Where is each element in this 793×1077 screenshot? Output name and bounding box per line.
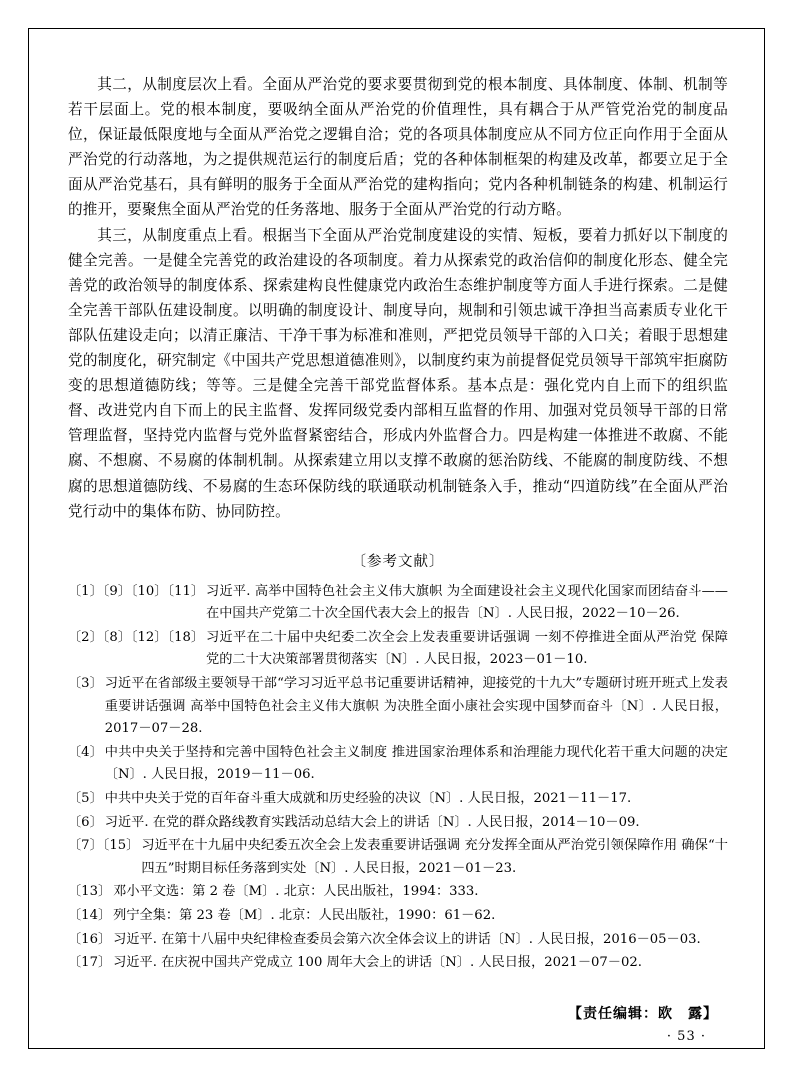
- reference-number: 〔6〕: [68, 814, 103, 830]
- references-heading: 〔参考文献〕: [351, 553, 445, 570]
- reference-text: 习近平. 在庆祝中国共产党成立 100 周年大会上的讲话〔N〕. 人民日报，2021－07－02.: [113, 955, 642, 971]
- reference-number: 〔4〕: [68, 744, 103, 760]
- reference-item: [68, 952, 728, 975]
- reference-number: 〔13〕: [68, 884, 112, 900]
- reference-number: 〔14〕: [68, 908, 112, 923]
- reference-item: [68, 581, 728, 626]
- reference-number: 〔5〕: [68, 791, 103, 807]
- page-content: [68, 72, 728, 1044]
- editor-note: 【责任编辑：欧 露】: [568, 1005, 718, 1022]
- reference-item: [68, 673, 728, 741]
- reference-number: 〔2〕〔8〕〔12〕〔18〕: [68, 629, 205, 645]
- reference-number: 〔7〕〔15〕: [68, 838, 140, 854]
- reference-number: 〔17〕: [68, 955, 112, 971]
- reference-text: 习近平在二十届中央纪委二次全会上发表重要讲话强调 一刻不停推进全面从严治党 保障党的二十大决策部署贯彻落实〔N〕. 人民日报，2023－01－10.: [206, 629, 728, 668]
- reference-item: [68, 835, 728, 880]
- reference-text: 习近平. 在第十八届中央纪律检查委员会第六次全体会议上的讲话〔N〕. 人民日报，2016－05－03.: [113, 931, 701, 947]
- reference-text: 中共中央关于党的百年奋斗重大成就和历史经验的决议〔N〕. 人民日报，2021－11－17.: [104, 791, 632, 807]
- reference-text: 中共中央关于坚持和完善中国特色社会主义制度 推进国家治理体系和治理能力现代化若干重大问题的决定〔N〕. 人民日报，2019－11－06.: [104, 744, 728, 783]
- reference-item: [68, 788, 728, 811]
- reference-item: [68, 742, 728, 787]
- reference-item: [68, 627, 728, 672]
- reference-number: 〔16〕: [68, 931, 112, 947]
- reference-text: 习近平. 在党的群众路线教育实践活动总结大会上的讲话〔N〕. 人民日报，2014－10－09.: [104, 814, 640, 830]
- reference-text: 邓小平文选：第 2 卷〔M〕. 北京：人民出版社，1994：333.: [113, 884, 479, 900]
- reference-item: [68, 812, 728, 835]
- body-paragraph-1: 其二，从制度层次上看。全面从严治党的要求要贯彻到党的根本制度、具体制度、体制、机制等若干层面上。党的根本制度，要吸纳全面从严治党的价值理性，具有耦合于从严管党治党的制度品位，保证最低限度地与全面从严治党之逻辑自洽；党的各项具体制度应从不同方位正向作用于全面从严治党的行动落地，为之提供规范运行的制度后盾；党的各种体制框架的构建及改革，都要立足于全面从严治党基石，具有鲜明的服务于全面从严治党的建构指向；党内各种机制链条的构建、机制运行的推开，要聚焦全面从严治党的任务落地、服务于全面从严治党的行动方略。: [68, 76, 728, 219]
- references-list: [68, 581, 728, 975]
- reference-text: 习近平在十九届中央纪委五次全会上发表重要讲话强调 充分发挥全面从严治党引领保障作用 确保“十四五”时期目标任务落到实处〔N〕. 人民日报，2021－01－23.: [141, 838, 728, 876]
- reference-text: 习近平在省部级主要领导干部“学习习近平总书记重要讲话精神，迎接党的十九大”专题研讨班开班式上发表重要讲话强调 高举中国特色社会主义伟大旗帜 为决胜全面小康社会实现中国梦而奋斗〔N〕. 人民日报，2017－07－28.: [104, 676, 728, 737]
- reference-item: [68, 905, 728, 928]
- reference-text: 习近平. 高举中国特色社会主义伟大旗帜 为全面建设社会主义现代化国家而团结奋斗——在中国共产党第二十次全国代表大会上的报告〔N〕. 人民日报，2022－10－26.: [206, 583, 728, 622]
- reference-item: [68, 881, 728, 904]
- reference-text: 列宁全集：第 23 卷〔M〕. 北京：人民出版社，1990：61－62.: [113, 908, 496, 923]
- reference-number: 〔1〕〔9〕〔10〕〔11〕: [68, 583, 205, 599]
- page-number: · 53 ·: [666, 1028, 706, 1044]
- reference-item: [68, 929, 728, 952]
- reference-number: 〔3〕: [68, 676, 103, 692]
- body-paragraph-2: 其三，从制度重点上看。根据当下全面从严治党制度建设的实情、短板，要着力抓好以下制度的健全完善。一是健全完善党的政治建设的各项制度。着力从探索党的政治信仰的制度化形态、健全完善党的政治领导的制度体系、探索建构良性健康党内政治生态维护制度等方面人手进行探索。二是健全完善干部队伍建设制度。以明确的制度设计、制度导向，规制和引领忠诚干净担当高素质专业化干部队伍建设走向；以清正廉洁、干净干事为标准和准则，严把党员领导干部的入口关；着眼于思想建党的制度化，研究制定《中国共产党思想道德准则》，以制度约束为前提督促党员领导干部筑牢拒腐防变的思想道德防线；等等。三是健全完善干部党监督体系。基本点是：强化党内自上而下的组织监督、改进党内自下而上的民主监督、发挥同级党委内部相互监督的作用、加强对党员领导干部的日常管理监督，坚持党内监督与党外监督紧密结合，形成内外监督合力。四是构建一体推进不敢腐、不能腐、不想腐、不易腐的体制机制。从探索建立用以支撑不敢腐的惩治防线、不能腐的制度防线、不想腐的思想道德防线、不易腐的生态环保防线的联通联动机制链条入手，推动“四道防线”在全面从严治党行动中的集体布防、协同防控。: [68, 226, 728, 520]
